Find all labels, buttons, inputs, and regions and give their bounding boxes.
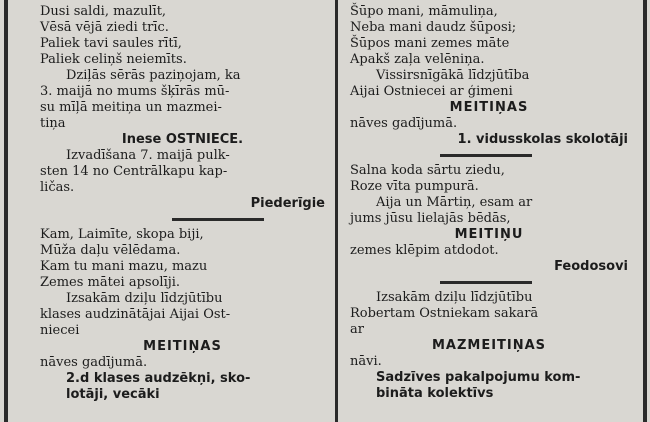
condolence-line: Robertam Ostniekam sakarā — [350, 306, 539, 321]
signature-class: lotāji, vecāki — [66, 387, 160, 402]
condolence-class — [40, 291, 325, 403]
section-divider — [440, 154, 532, 157]
poem-line: Mūža daļu vēlēdama. — [40, 243, 181, 258]
poem-3 — [350, 4, 628, 68]
death-notice — [40, 68, 325, 212]
condolence-line: Izsakām dziļu līdzjūtību — [66, 291, 223, 306]
condolence-family — [350, 195, 628, 275]
poem-1 — [40, 4, 325, 68]
poem-line: Kam tu mani mazu, mazu — [40, 259, 208, 274]
condolence-tail: nāvi. — [350, 354, 382, 369]
signature-family: Feodosovi — [554, 259, 628, 274]
deceased-name: Inese OSTNIECE. — [121, 132, 244, 147]
poem-4 — [350, 163, 628, 195]
condolence-line: jums jūsu lielajās bēdās, — [350, 211, 511, 226]
condolence-line: Aijai Ostniecei ar ģimeni — [350, 84, 513, 99]
notice-line: tiņa — [40, 116, 66, 131]
funeral-line: Izvadīšana 7. maijā pulk- — [66, 148, 230, 163]
notice-line: su mīļā meitiņa un mazmei- — [40, 100, 222, 115]
left-border-rule — [4, 0, 8, 422]
condolence-heading: MEITIŅAS — [449, 100, 529, 115]
signature-school: 1. vidusskolas skolotāji — [457, 132, 628, 147]
notice-line: Dziļās sērās paziņojam, ka — [66, 68, 241, 83]
poem-line: Roze vīta pumpurā. — [350, 179, 479, 194]
signature-collective: Sadzīves pakalpojumu kom- — [376, 370, 581, 385]
signature-collective: bināta kolektīvs — [376, 386, 494, 401]
poem-line: Zemes mātei apsolīji. — [40, 275, 181, 290]
poem-line: Paliek celiņš neiemīts. — [40, 52, 187, 67]
right-column — [350, 4, 628, 402]
signature-relatives: Piederīgie — [250, 196, 325, 211]
section-divider — [440, 281, 532, 284]
signature-class: 2.d klases audzēkņi, sko- — [66, 371, 251, 386]
right-border-rule — [643, 0, 647, 422]
condolence-line: Izsakām dziļu līdzjūtību — [376, 290, 533, 305]
condolence-collective — [350, 290, 628, 402]
condolence-tail: nāves gadījumā. — [350, 116, 458, 131]
condolence-line: Vissirsnīgākā līdzjūtība — [376, 68, 530, 83]
condolence-line: Aija un Mārtiņ, esam ar — [376, 195, 533, 210]
condolence-line: niecei — [40, 323, 80, 338]
poem-line: Šūpo mani, māmuliņa, — [350, 4, 498, 19]
condolence-heading: MEITIŅAS — [143, 339, 222, 354]
column-divider-rule — [335, 0, 338, 422]
poem-line: Šūpos mani zemes māte — [350, 36, 510, 51]
condolence-tail: zemes klēpim atdodot. — [350, 243, 499, 258]
left-column — [40, 4, 325, 403]
poem-line: Salna koda sārtu ziedu, — [350, 163, 505, 178]
poem-line: Neba mani daudz šūposi; — [350, 20, 517, 35]
condolence-line: klases audzinātājai Aijai Ost- — [40, 307, 231, 322]
poem-2 — [40, 227, 325, 291]
condolence-heading: MAZMEITIŅAS — [431, 338, 547, 353]
poem-line: Vēsā vējā ziedi trīc. — [40, 20, 169, 35]
poem-line: Kam, Laimīte, skopa biji, — [40, 227, 204, 242]
condolence-school — [350, 68, 628, 148]
notice-line: 3. maijā no mums šķīrās mū- — [40, 84, 230, 99]
poem-line: Paliek tavi saules rītī, — [40, 36, 182, 51]
condolence-tail: nāves gadījumā. — [40, 355, 148, 370]
condolence-heading: MEITIŅU — [454, 227, 524, 242]
section-divider — [172, 218, 264, 221]
condolence-line: ar — [350, 322, 364, 337]
funeral-line: ličas. — [40, 180, 75, 195]
poem-line: Dusi saldi, mazulīt, — [40, 4, 167, 19]
poem-line: Apakš zaļa velēniņa. — [350, 52, 485, 67]
funeral-line: sten 14 no Centrālkapu kap- — [40, 164, 228, 179]
